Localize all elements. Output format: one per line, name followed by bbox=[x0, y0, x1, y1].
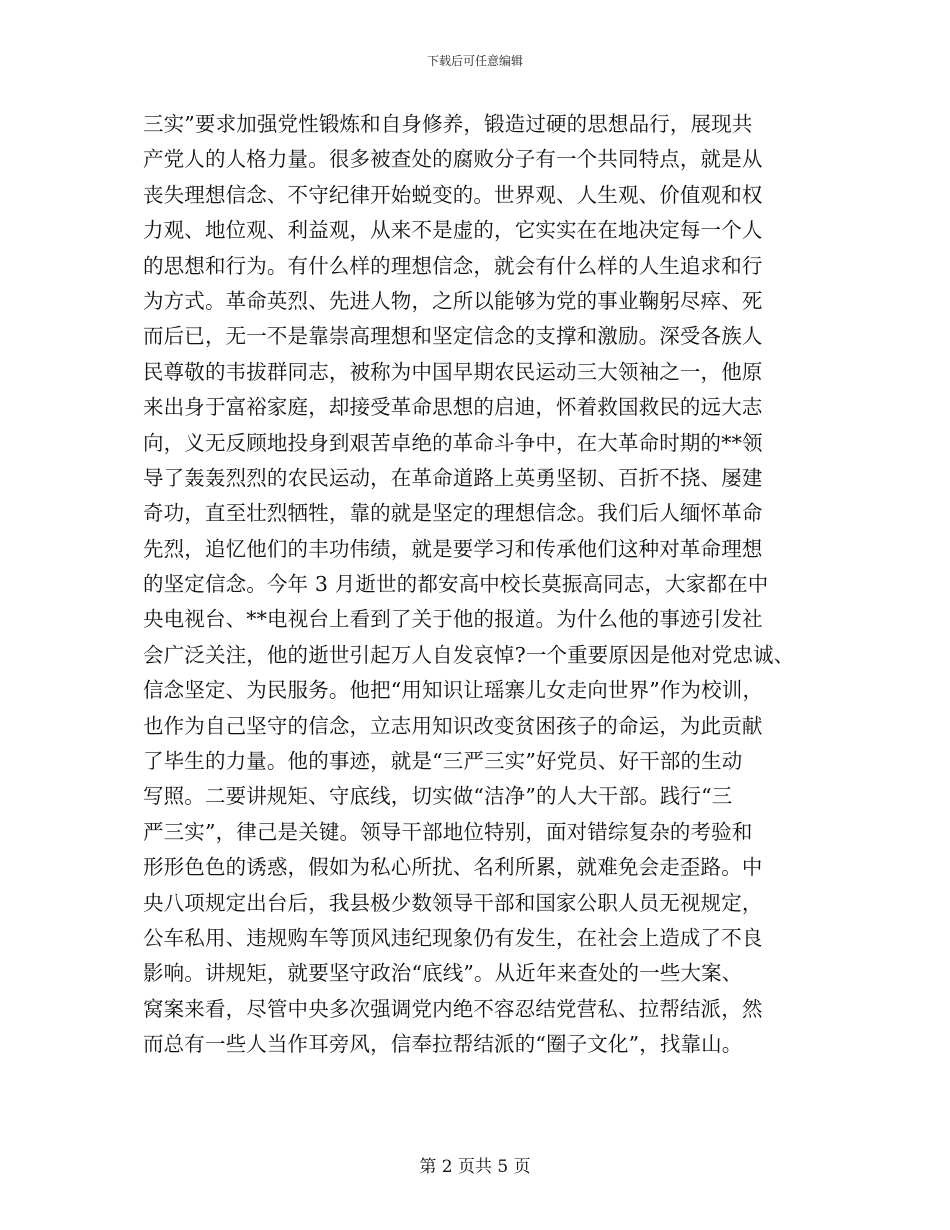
body-line: 的思想和行为。有什么样的理想信念，就会有什么样的人生追求和行 bbox=[143, 253, 763, 278]
body-line: 而总有一些人当作耳旁风，信奉拉帮结派的“圈子文化”，找靠山。 bbox=[143, 1032, 743, 1057]
document-body bbox=[143, 107, 823, 1063]
page-header: 下载后可任意编辑 bbox=[426, 54, 523, 68]
body-line: 影响。讲规矩，就要坚守政治“底线”。从近年来查处的一些大案、 bbox=[143, 961, 743, 986]
body-line: 了毕生的力量。他的事迹，就是“三严三实”好党员、好干部的生动 bbox=[143, 749, 743, 774]
body-line: 写照。二要讲规矩、守底线，切实做“洁净”的人大干部。践行“三 bbox=[143, 784, 733, 809]
body-line: 也作为自己坚守的信念，立志用知识改变贫困孩子的命运，为此贡献 bbox=[143, 713, 763, 738]
page-number-footer: 第 2 页共 5 页 bbox=[419, 1157, 531, 1177]
body-line: 奇功，直至壮烈牺牲，靠的就是坚定的理想信念。我们后人缅怀革命 bbox=[143, 501, 763, 526]
body-line: 三实”要求加强党性锻炼和自身修养，锻造过硬的思想品行，展现共 bbox=[143, 112, 753, 136]
body-line: 央八项规定出台后，我县极少数领导干部和国家公职人员无视规定， bbox=[143, 890, 763, 915]
body-line: 力观、地位观、利益观，从来不是虚的，它实实在在地决定每一个人 bbox=[143, 218, 763, 243]
body-line: 导了轰轰烈烈的农民运动，在革命道路上英勇坚韧、百折不挠、屡建 bbox=[143, 465, 763, 490]
body-line: 窝案来看，尽管中央多次强调党内绝不容忍结党营私、拉帮结派，然 bbox=[143, 996, 763, 1021]
body-line: 民尊敬的韦拔群同志，被称为中国早期农民运动三大领袖之一，他原 bbox=[143, 359, 763, 384]
body-line: 信念坚定、为民服务。他把“用知识让瑶寨儿女走向世界”作为校训， bbox=[143, 678, 764, 703]
body-line: 央电视台、**电视台上看到了关于他的报道。为什么他的事迹引发社 bbox=[143, 607, 763, 632]
body-line: 为方式。革命英烈、先进人物，之所以能够为党的事业鞠躬尽瘁、死 bbox=[143, 288, 763, 313]
body-line: 严三实”，律己是关键。领导干部地位特别，面对错综复杂的考验和 bbox=[143, 819, 753, 844]
body-line: 先烈，追忆他们的丰功伟绩，就是要学习和传承他们这种对革命理想 bbox=[143, 536, 763, 561]
body-line: 产党人的人格力量。很多被查处的腐败分子有一个共同特点，就是从 bbox=[143, 147, 763, 172]
body-line: 形形色色的诱惑，假如为私心所扰、名利所累，就难免会走歪路。中 bbox=[143, 855, 763, 880]
body-line: 的坚定信念。今年 3 月逝世的都安高中校长莫振高同志，大家都在中 bbox=[143, 572, 769, 597]
body-line: 公车私用、违规购车等顶风违纪现象仍有发生，在社会上造成了不良 bbox=[143, 925, 763, 950]
body-line: 向，义无反顾地投身到艰苦卓绝的革命斗争中，在大革命时期的**领 bbox=[143, 430, 763, 455]
body-line: 来出身于富裕家庭，却接受革命思想的启迪，怀着救国救民的远大志 bbox=[143, 395, 763, 420]
body-line: 会广泛关注，他的逝世引起万人自发哀悼?一个重要原因是他对党忠诚、 bbox=[143, 642, 795, 667]
body-line: 丧失理想信念、不守纪律开始蜕变的。世界观、人生观、价值观和权 bbox=[143, 182, 763, 207]
body-line: 而后已，无一不是靠崇高理想和坚定信念的支撑和激励。深受各族人 bbox=[143, 324, 763, 349]
